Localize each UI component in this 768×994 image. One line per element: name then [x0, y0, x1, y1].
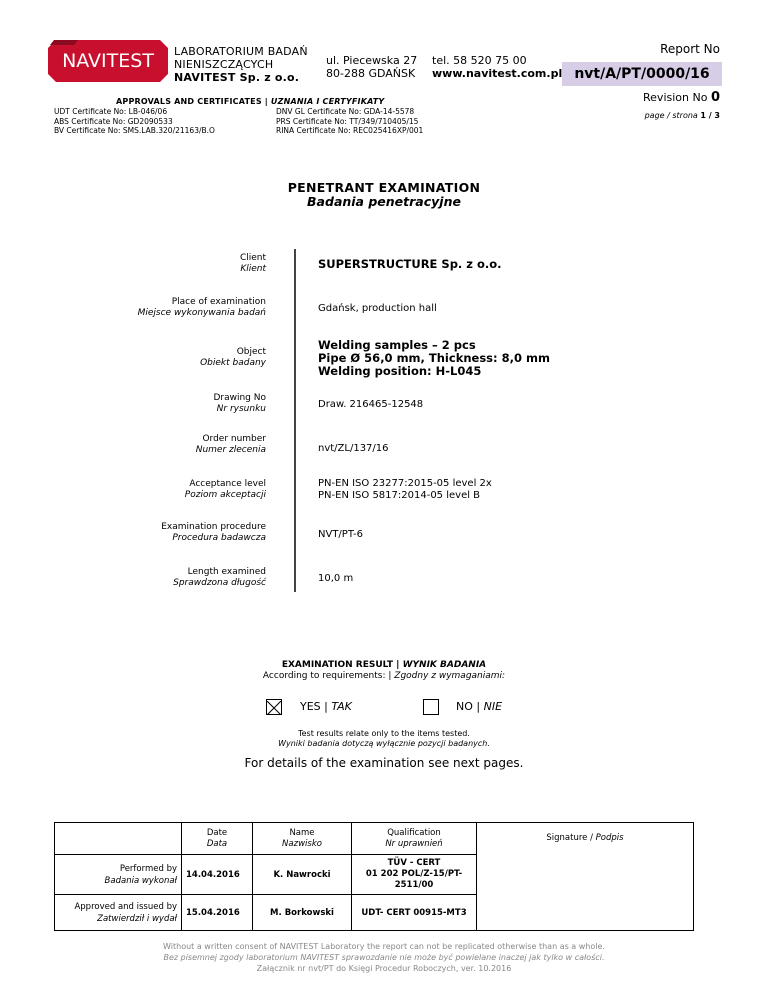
fields-divider: [294, 249, 296, 592]
address-line-1: ul. Piecewska 27: [326, 54, 418, 67]
date-cell: 15.04.2016: [182, 895, 253, 931]
field-label-drawing: [60, 393, 266, 415]
name-cell: K. Nawrocki: [253, 855, 352, 895]
document-subtitle: Badania penetracyjne: [307, 194, 461, 209]
role-cell: [55, 855, 182, 895]
approvals-title-pl: UZNANIA I CERTYFIKATY: [270, 97, 385, 106]
document-title: PENETRANT EXAMINATION: [287, 180, 481, 195]
header-en: Date: [206, 827, 228, 838]
signature-table: [54, 822, 694, 931]
label-pl: Miejsce wykonywania badań: [137, 308, 266, 318]
result-note-en: Test results relate only to the items tested.: [298, 729, 470, 738]
role-en: Approved and issued by: [74, 901, 177, 912]
phone: tel. 58 520 75 00: [432, 54, 527, 67]
value-line: PN-EN ISO 5817:2014-05 level B: [318, 490, 481, 501]
revision: [600, 90, 720, 105]
field-label-place: [60, 297, 266, 319]
label-en: Examination procedure: [161, 522, 266, 532]
page-value: 1 / 3: [700, 111, 720, 120]
qualification-line: TÜV - CERT: [387, 858, 441, 868]
footer-line-1: Without a written consent of NAVITEST Laboratory the report can not be replicated otherwise than as a whole.: [163, 942, 605, 951]
certificate: UDT Certificate No: LB-046/06: [54, 107, 168, 116]
header-en: Qualification: [387, 827, 441, 838]
label-pl: Numer zlecenia: [195, 445, 266, 455]
lab-line-2: NIENISZCZĄCYCH: [174, 58, 274, 71]
certificates-right: [276, 107, 423, 136]
revision-label: Revision No: [643, 91, 708, 104]
certificates-left: [54, 107, 215, 136]
result-sub-pl: Zgodny z wymaganiami:: [394, 671, 506, 681]
name-cell: M. Borkowski: [253, 895, 352, 931]
certificate: PRS Certificate No: TT/349/710405/15: [276, 116, 419, 126]
table-header-row: [55, 823, 694, 855]
role-pl: Badania wykonał: [104, 875, 177, 886]
value-line: Welding position: H-L045: [318, 364, 482, 378]
role-pl: Zatwierdził i wydał: [97, 913, 177, 924]
qualification-line: 2511/00: [394, 880, 434, 890]
header-name: [253, 823, 352, 855]
header-en: Name: [289, 827, 315, 838]
value-line: nvt/ZL/137/16: [318, 443, 389, 454]
qualification-line: 01 202 POL/Z-15/PT-: [365, 869, 463, 879]
label-en: Length examined: [187, 567, 266, 577]
field-label-procedure: [60, 522, 266, 544]
label-pl: Nr rysunku: [216, 404, 266, 414]
signature-en: Signature /: [546, 833, 593, 843]
label-en: Drawing No: [213, 393, 266, 403]
website: www.navitest.com.pl: [432, 67, 563, 80]
field-label-length: [60, 567, 266, 589]
certificate: BV Certificate No: SMS.LAB.320/21163/B.O: [54, 126, 215, 135]
report-number: nvt/A/PT/0000/16: [562, 62, 722, 86]
field-label-order: [60, 434, 266, 456]
role-cell: [55, 895, 182, 931]
yes-pl: TAK: [331, 700, 352, 713]
revision-value: 0: [710, 90, 720, 105]
result-title-en: EXAMINATION RESULT |: [281, 660, 400, 670]
value-line: SUPERSTRUCTURE Sp. z o.o.: [318, 257, 502, 271]
yes-en: YES |: [300, 700, 328, 713]
label-en: Acceptance level: [189, 479, 266, 489]
certificate: ABS Certificate No: GD2090533: [54, 116, 173, 126]
signature-cell: [477, 823, 694, 931]
report-no-label: Report No: [660, 42, 720, 56]
field-value-order: [318, 443, 389, 455]
qualification-cell: [352, 895, 477, 931]
yes-checkbox[interactable]: [266, 699, 282, 715]
label-pl: Obiekt badany: [200, 358, 266, 368]
header-pl: Nazwisko: [282, 838, 322, 849]
date-cell: 14.04.2016: [182, 855, 253, 895]
empty-cell: [55, 823, 182, 855]
navitest-logo: [48, 38, 168, 82]
label-en: Object: [236, 347, 266, 357]
value-line: Welding samples – 2 pcs: [318, 338, 476, 352]
page-number: [600, 111, 720, 120]
value-line: Pipe Ø 56,0 mm, Thickness: 8,0 mm: [318, 351, 550, 365]
lab-name: [174, 45, 308, 84]
footer-line-3: Załącznik nr nvt/PT do Księgi Procedur Roboczych, ver. 10.2016: [256, 964, 512, 973]
result-subtitle: [0, 671, 768, 681]
value-line: NVT/PT-6: [318, 529, 363, 540]
yes-label: [300, 700, 352, 713]
field-value-acceptance: [318, 478, 492, 502]
value-line: Draw. 216465-12548: [318, 399, 424, 410]
label-pl: Procedura badawcza: [172, 533, 266, 543]
no-pl: NIE: [483, 700, 503, 713]
header-qualification: [352, 823, 477, 855]
label-en: Client: [239, 253, 266, 263]
label-pl: Sprawdzona długość: [173, 578, 266, 588]
lab-line-3: NAVITEST Sp. z o.o.: [174, 71, 300, 84]
field-value-client: [318, 258, 502, 271]
no-label: [456, 700, 502, 713]
result-sub-en: According to requirements: |: [262, 671, 392, 681]
certificate: RINA Certificate No: REC025416XP/001: [276, 126, 424, 135]
label-en: Place of examination: [171, 297, 266, 307]
field-value-length: [318, 573, 353, 585]
result-title-pl: WYNIK BADANIA: [402, 660, 487, 670]
lab-address: [326, 54, 417, 80]
header-pl: Data: [206, 838, 228, 849]
certificate: DNV GL Certificate No: GDA-14-5578: [276, 107, 415, 116]
check-x-icon: [267, 701, 281, 715]
lab-contact: [432, 54, 562, 80]
qualification-cell: [352, 855, 477, 895]
approvals-title-en: APPROVALS AND CERTIFICATES |: [116, 97, 268, 106]
label-en: Order number: [202, 434, 266, 444]
qualification-line: UDT- CERT 00915-MT3: [361, 907, 467, 918]
value-line: Gdańsk, production hall: [318, 303, 437, 314]
field-value-place: [318, 303, 437, 315]
no-checkbox[interactable]: [423, 699, 439, 715]
role-en: Performed by: [119, 863, 177, 874]
field-value-object: [318, 339, 550, 378]
approvals-title: [116, 97, 384, 106]
field-label-object: [60, 347, 266, 369]
field-value-procedure: [318, 529, 363, 541]
header-pl: Nr uprawnień: [385, 838, 443, 849]
page-label: page / strona: [644, 111, 698, 120]
label-pl: Klient: [240, 264, 266, 274]
field-label-client: [60, 253, 266, 275]
logo-text: NAVITEST: [62, 50, 154, 72]
value-line: PN-EN ISO 23277:2015-05 level 2x: [318, 478, 492, 489]
label-pl: Poziom akceptacji: [184, 490, 266, 500]
lab-line-1: LABORATORIUM BADAŃ: [174, 45, 308, 58]
field-value-drawing: [318, 399, 423, 411]
result-title: [0, 660, 768, 670]
no-en: NO |: [456, 700, 481, 713]
header-date: [182, 823, 253, 855]
signature-pl: Podpis: [595, 833, 624, 843]
address-line-2: 80-288 GDAŃSK: [326, 67, 416, 80]
field-label-acceptance: [60, 479, 266, 501]
result-note-pl: Wyniki badania dotyczą wyłącznie pozycji badanych.: [278, 739, 490, 748]
footer-line-2: Bez pisemnej zgody laboratorium NAVITEST sprawozdanie nie może być powielane inaczej jak tylko w całości.: [163, 953, 605, 962]
details-note: For details of the examination see next pages.: [244, 756, 524, 770]
value-line: 10,0 m: [318, 573, 354, 584]
